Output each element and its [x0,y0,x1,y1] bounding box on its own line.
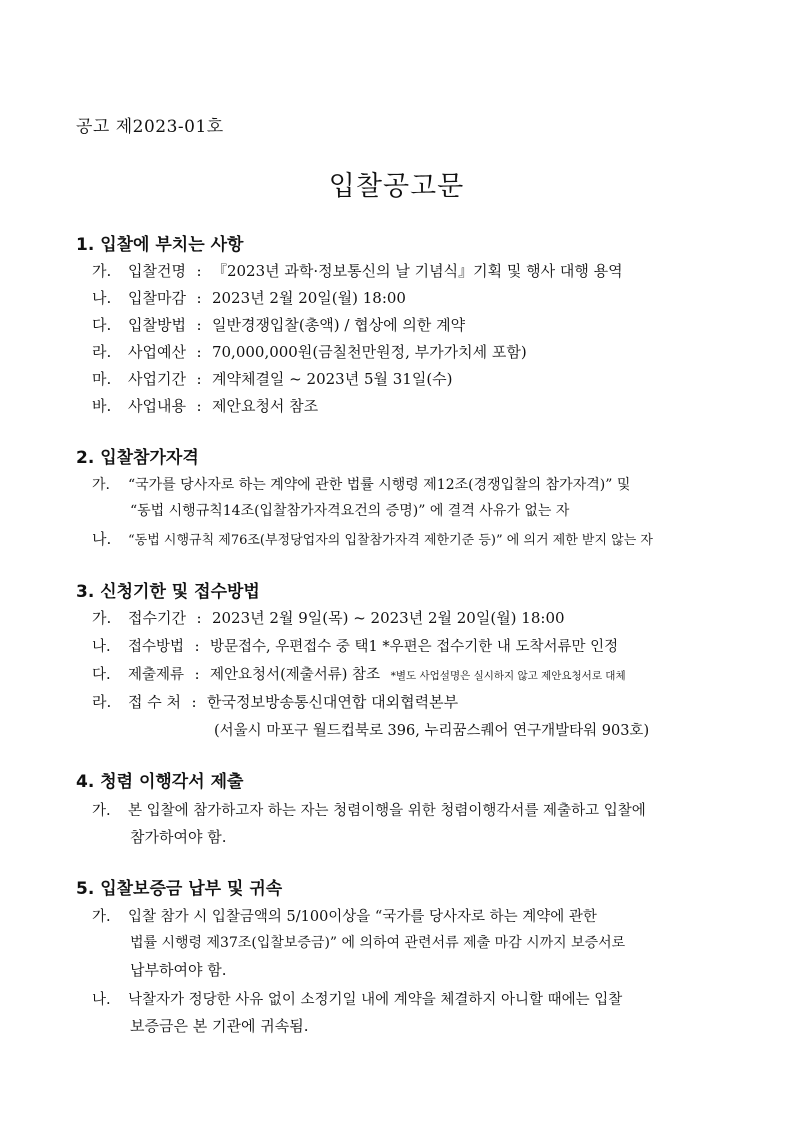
item-sep: : [196,397,202,415]
item-continuation: 참가하여야 함. [130,828,227,846]
list-item [92,607,565,628]
item-continuation: 보증금은 본 기관에 귀속됨. [130,1017,309,1035]
item-sep: : [194,667,200,683]
item-key: 사업기간 [128,370,186,388]
item-sep: : [196,370,202,388]
item-sep: : [196,262,202,280]
item-value: 2023년 2월 20일(월) 18:00 [211,289,406,307]
list-item [92,799,646,820]
item-value: 제안요청서 참조 [211,397,319,415]
item-value: 『2023년 과학·정보통신의 날 기념식』기획 및 행사 대행 용역 [211,262,623,280]
list-item [92,663,626,684]
notice-number: 공고 제2023-01호 [76,117,224,137]
item-value: 70,000,000원(금칠천만원정, 부가가치세 포함) [211,343,527,361]
item-text: “동법 시행규칙 제76조(부정당업자의 입찰참가자격 제한기준 등)” 에 의거 제한 받지 않는 자 [128,533,653,548]
item-mark: 바. [92,397,112,415]
item-key: 사업예산 [128,343,186,361]
item-mark: 나. [92,992,111,1008]
item-sep: : [194,639,200,655]
item-key: 제출제류 [128,667,185,683]
item-sep: : [196,343,202,361]
section-heading-2: 2. 입찰참가자격 [76,448,199,468]
item-sep: : [196,609,202,627]
item-mark: 가. [92,609,112,627]
item-value: 한국정보방송통신대연합 대외협력본부 [207,693,459,711]
list-item [92,341,527,362]
list-item [92,988,622,1009]
item-text: 본 입찰에 참가하고자 하는 자는 청렴이행을 위한 청렴이행각서를 제출하고 입찰에 [128,803,646,819]
item-value: 방문접수, 우편접수 중 택1 *우편은 접수기한 내 도착서류만 인정 [210,639,619,655]
item-continuation: 법률 시행령 제37조(입찰보증금)” 에 의하여 관련서류 제출 마감 시까지 보증서로 [130,935,626,951]
list-item [92,314,465,335]
section-heading-3: 3. 신청기한 및 접수방법 [76,582,260,602]
item-key: 접수기간 [128,609,186,627]
list-item [92,287,406,308]
item-key: 사업내용 [128,397,186,415]
list-item [92,474,630,494]
section-heading-1: 1. 입찰에 부치는 사항 [76,235,244,255]
item-value: 일반경쟁입찰(총액) / 협상에 의한 계약 [211,316,466,334]
item-mark: 마. [92,370,112,388]
page-title: 입찰공고문 [328,171,465,202]
item-key: 입찰건명 [128,262,186,280]
item-continuation: (서울시 마포구 월드컵북로 396, 누리꿈스퀘어 연구개발타워 903호) [214,723,650,739]
item-text: 입찰 참가 시 입찰금액의 5/100이상을 “국가를 당사자로 하는 계약에 관한 [128,909,597,925]
list-item [92,368,453,389]
list-item [92,905,597,926]
item-text: 낙찰자가 정당한 사유 없이 소정기일 내에 계약을 체결하지 아니할 때에는 입찰 [128,992,623,1008]
list-item [92,260,623,281]
item-key: 입찰방법 [128,316,186,334]
item-note: *별도 사업설명은 실시하지 않고 제안요청서로 대체 [390,670,626,682]
item-mark: 가. [92,909,111,925]
item-continuation: 납부하여야 함. [130,961,227,979]
item-value: 2023년 2월 9일(목) ~ 2023년 2월 20일(월) 18:00 [211,609,565,627]
section-heading-5: 5. 입찰보증금 납부 및 귀속 [76,879,283,899]
list-item [92,635,618,656]
item-value: 제안요청서(제출서류) 참조 [210,667,381,683]
item-mark: 다. [92,667,111,683]
item-key: 입찰마감 [128,289,186,307]
item-mark: 가. [92,262,112,280]
item-sep: : [196,289,202,307]
item-key: 접수방법 [128,639,185,655]
item-value: 계약체결일 ~ 2023년 5월 31일(수) [211,370,453,388]
item-mark: 가. [92,803,111,819]
list-item [92,395,318,416]
item-mark: 나. [92,289,112,307]
item-mark: 다. [92,316,112,334]
item-mark: 라. [92,343,112,361]
item-continuation: “동법 시행규칙14조(입찰참가자격요건의 증명)” 에 결격 사유가 없는 자 [130,503,570,519]
item-mark: 가. [92,477,110,493]
section-heading-4: 4. 청렴 이행각서 제출 [76,772,244,792]
list-item [92,528,653,549]
item-key: 접 수 처 [128,693,182,711]
item-mark: 나. [92,530,112,548]
item-text: “국가를 당사자로 하는 계약에 관한 법률 시행령 제12조(경쟁입찰의 참가자격)” 및 [128,477,631,493]
item-sep: : [196,316,202,334]
list-item [92,691,458,712]
item-sep: : [191,693,197,711]
item-mark: 나. [92,639,111,655]
item-mark: 라. [92,693,112,711]
